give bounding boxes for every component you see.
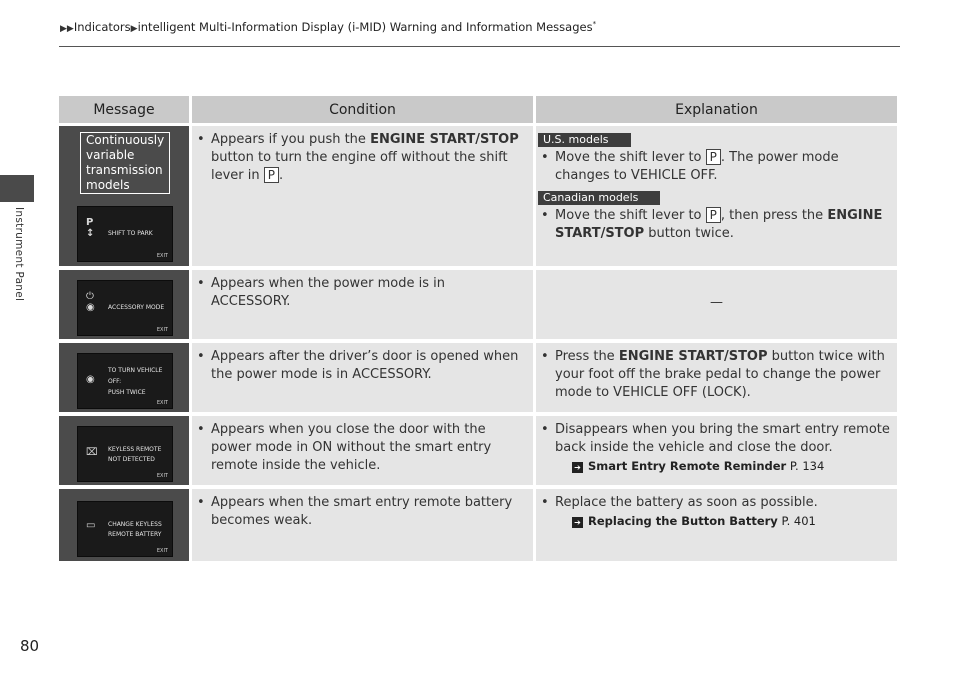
section-tab-marker [0,175,34,202]
condition-cell [192,489,533,561]
explanation-text: • Press the ENGINE START/STOP button twice with your foot off the brake pedal to change the power mode to VEHICLE OFF (LOCK). [538,348,891,402]
park-position-symbol: P [706,207,721,223]
exit-label: EXIT [156,473,168,479]
breadcrumb-imid-link[interactable]: intelligent Multi-Information Display (i-MID) Warning and Information Messages [137,20,593,34]
explanation-cell [536,489,897,561]
us-models-text: • Move the shift lever to P . The power mode changes to VEHICLE OFF. [538,149,891,185]
explanation-text: • Replace the battery as soon as possible. [538,494,891,512]
condition-cell [192,126,533,266]
breadcrumb-asterisk: * [592,20,597,29]
condition-cell [192,270,533,339]
column-header-condition: Condition [192,96,533,123]
condition-text: • Appears after the driver’s door is opened when the power mode is in ACCESSORY. [194,348,527,384]
battery-icon: ▭ [86,520,96,531]
display-screen [77,426,173,482]
explanation-cell [536,126,897,266]
screen-text-line1: TO TURN VEHICLE [108,367,163,374]
condition-cell [192,343,533,412]
condition-text: • Appears if you push the ENGINE START/STOP button to turn the engine off without the shift lever in P . [194,131,527,185]
display-screen [77,280,173,336]
screen-text-line1: CHANGE KEYLESS [108,521,162,528]
display-screen [77,206,173,262]
message-image-change-keyless-battery [59,489,189,561]
page-number: 80 [20,637,40,655]
reference-arrow-icon: ➔ [572,462,583,473]
explanation-cell [536,343,897,412]
exit-label: EXIT [156,548,168,554]
breadcrumb-separator: ▶ [130,24,138,34]
canadian-models-text: • Move the shift lever to P , then press the ENGINE START/STOP button twice. [538,207,891,243]
us-models-section [538,131,891,185]
park-position-symbol: P [706,149,721,165]
breadcrumb [60,20,596,34]
message-image-keyless-remote-not-detected [59,416,189,485]
exit-label: EXIT [156,400,168,406]
canadian-models-tag: Canadian models [538,191,660,205]
park-position-symbol: P [264,167,279,183]
display-screen [77,501,173,557]
cross-reference-link[interactable]: ➔ Smart Entry Remote Reminder P. 134 [538,457,891,475]
power-button-icon: ◉ [86,374,95,385]
canadian-models-section [538,189,891,243]
screen-text-line2: OFF: [108,378,122,385]
no-explanation-dash: — [710,295,723,310]
section-side-label: Instrument Panel [13,207,25,302]
condition-text: • Appears when you close the door with the power mode in ON without the smart entry remote inside the vehicle. [194,421,527,475]
screen-text-line3: PUSH TWICE [108,389,146,396]
reference-arrow-icon: ➔ [572,517,583,528]
explanation-cell [536,270,897,339]
message-image-turn-vehicle-off [59,343,189,412]
explanation-text: • Disappears when you bring the smart entry remote back inside the vehicle and close the door. [538,421,891,457]
screen-text-line2: NOT DETECTED [108,456,155,463]
column-header-message: Message [59,96,189,123]
screen-text: ACCESSORY MODE [108,304,165,311]
header-rule [59,46,900,47]
breadcrumb-indicators-link[interactable]: Indicators [73,20,131,34]
exit-label: EXIT [156,327,168,333]
condition-cell [192,416,533,485]
condition-text: • Appears when the power mode is in ACCESSORY. [194,275,527,311]
screen-text-line2: REMOTE BATTERY [108,531,162,538]
power-icon: ⏻ ◉ [86,291,95,313]
message-image-accessory-mode [59,270,189,339]
exit-label: EXIT [156,253,168,259]
display-screen [77,353,173,409]
screen-text-line1: KEYLESS REMOTE [108,446,162,453]
cross-reference-link[interactable]: ➔ Replacing the Button Battery P. 401 [538,512,891,530]
screen-text: SHIFT TO PARK [108,230,153,237]
condition-text: • Appears when the smart entry remote battery becomes weak. [194,494,527,530]
us-models-tag: U.S. models [538,133,631,147]
key-remote-icon: ⌧ [86,447,98,458]
cvt-models-label: Continuously variable transmission models [80,132,170,194]
breadcrumb-arrows: ▶▶ [60,24,74,34]
explanation-cell [536,416,897,485]
park-icon: P ↕ [86,217,95,239]
column-header-explanation: Explanation [536,96,897,123]
